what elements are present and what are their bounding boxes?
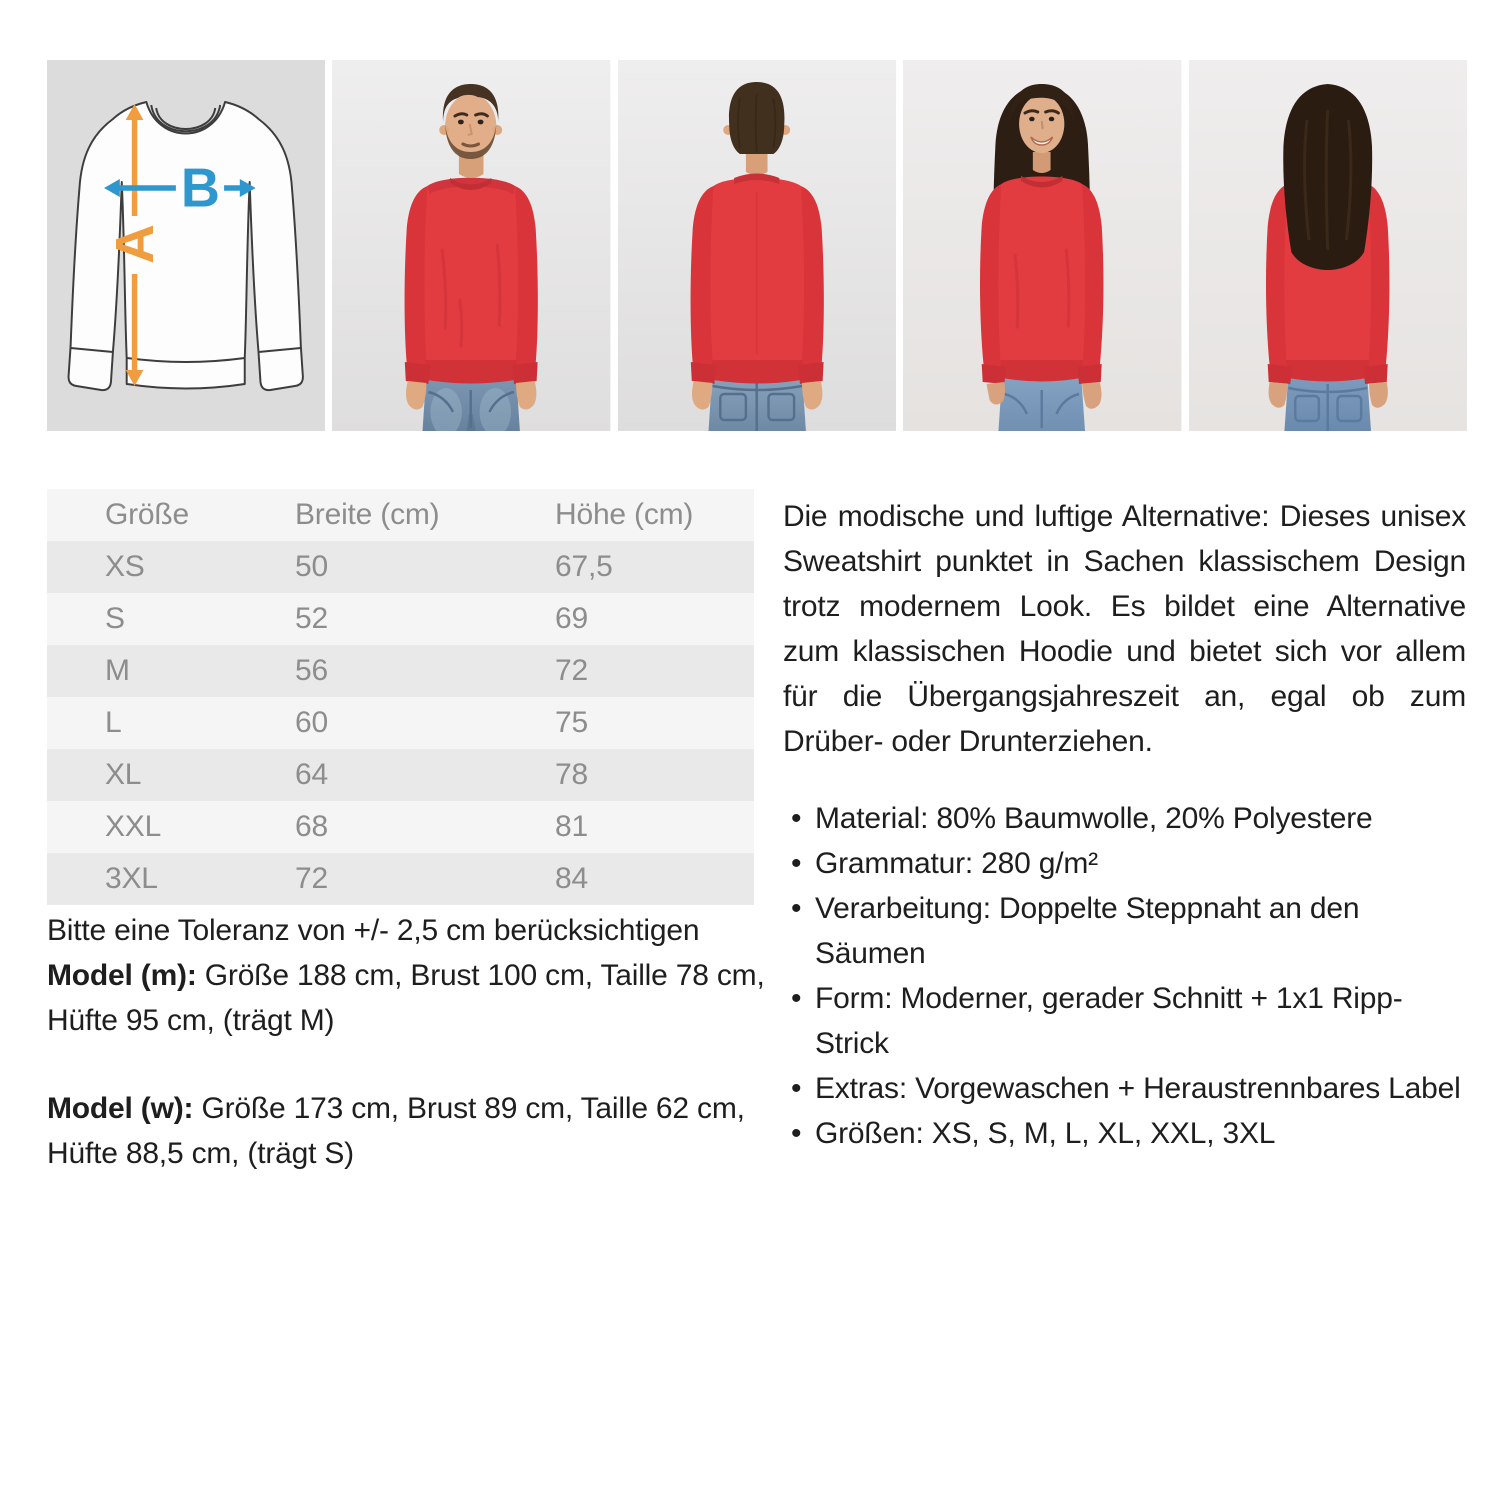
table-row: [47, 853, 754, 905]
photo-model-male-front: [332, 60, 610, 431]
hoehe-cell: 69: [555, 602, 588, 635]
size-diagram-image: [47, 60, 325, 431]
table-row: [47, 801, 754, 853]
photo-model-female-front: [903, 60, 1181, 431]
model-w-text: Größe 173 cm, Brust 89 cm, Taille 62 cm, Hüfte 88,5 cm, (trägt S): [47, 1092, 745, 1170]
col-header-hoehe: Höhe (cm): [555, 498, 694, 531]
product-image-strip: [47, 60, 1467, 431]
breite-cell: 52: [295, 602, 328, 635]
size-cell: 3XL: [105, 862, 158, 895]
size-table-header-row: [47, 489, 754, 541]
table-row: [47, 697, 754, 749]
breite-cell: 68: [295, 810, 328, 843]
hoehe-cell: 67,5: [555, 550, 613, 583]
model-w-label: Model (w):: [47, 1092, 194, 1125]
size-cell: XS: [105, 550, 145, 583]
hoehe-cell: 78: [555, 758, 588, 791]
hoehe-cell: 81: [555, 810, 588, 843]
photo-model-male-back: [618, 60, 896, 431]
size-cell: XXL: [105, 810, 162, 843]
feature-verarbeitung: • Verarbeitung: Doppelte Steppnaht an den Säumen: [783, 886, 1466, 976]
col-header-breite: Breite (cm): [295, 498, 440, 531]
feature-form: • Form: Moderner, gerader Schnitt + 1x1 Ripp-Strick: [783, 976, 1466, 1066]
model-m-note: [47, 953, 769, 1043]
hoehe-cell: 72: [555, 654, 588, 687]
breite-cell: 56: [295, 654, 328, 687]
feature-grammatur: • Grammatur: 280 g/m²: [783, 841, 1466, 886]
model-m-label: Model (m):: [47, 959, 197, 992]
hoehe-cell: 84: [555, 862, 588, 895]
breite-cell: 64: [295, 758, 328, 791]
feature-material: • Material: 80% Baumwolle, 20% Polyestere: [783, 796, 1466, 841]
product-description: [783, 494, 1466, 1156]
size-cell: L: [105, 706, 122, 739]
photo-model-female-back: [1189, 60, 1467, 431]
label-a: A: [104, 224, 165, 264]
size-cell: S: [105, 602, 125, 635]
feature-list: [783, 796, 1466, 1156]
sweatshirt-measure-diagram-icon: [47, 60, 325, 431]
measurement-notes: [47, 908, 769, 1176]
table-row: [47, 645, 754, 697]
tolerance-note: Bitte eine Toleranz von +/- 2,5 cm berücksichtigen: [47, 914, 700, 947]
table-row: [47, 593, 754, 645]
size-cell: M: [105, 654, 130, 687]
model-female-back-photo: [1189, 60, 1467, 431]
model-m-text: Größe 188 cm, Brust 100 cm, Taille 78 cm, Hüfte 95 cm, (trägt M): [47, 959, 765, 1037]
model-male-back-photo: [618, 60, 896, 431]
size-cell: XL: [105, 758, 142, 791]
hoehe-cell: 75: [555, 706, 588, 739]
breite-cell: 72: [295, 862, 328, 895]
model-male-front-photo: [332, 60, 610, 431]
table-row: [47, 749, 754, 801]
table-row: [47, 541, 754, 593]
feature-extras: • Extras: Vorgewaschen + Heraustrennbares Label: [783, 1066, 1466, 1111]
label-b: B: [180, 157, 221, 219]
description-intro: Die modische und luftige Alternative: Dieses unisex Sweatshirt punktet in Sachen klassischem Design trotz modernem Look. Es bildet eine Alternative zum klassischen Hoodie und bietet sich vor allem für die Übergangsjahreszeit an, egal ob zum Drüber- oder Drunterziehen.: [783, 500, 1466, 758]
breite-cell: 50: [295, 550, 328, 583]
model-female-front-photo: [903, 60, 1181, 431]
size-table: [47, 489, 754, 905]
model-w-note: [47, 1086, 769, 1176]
breite-cell: 60: [295, 706, 328, 739]
col-header-groesse: Größe: [105, 498, 190, 531]
feature-groessen: • Größen: XS, S, M, L, XL, XXL, 3XL: [783, 1111, 1466, 1156]
